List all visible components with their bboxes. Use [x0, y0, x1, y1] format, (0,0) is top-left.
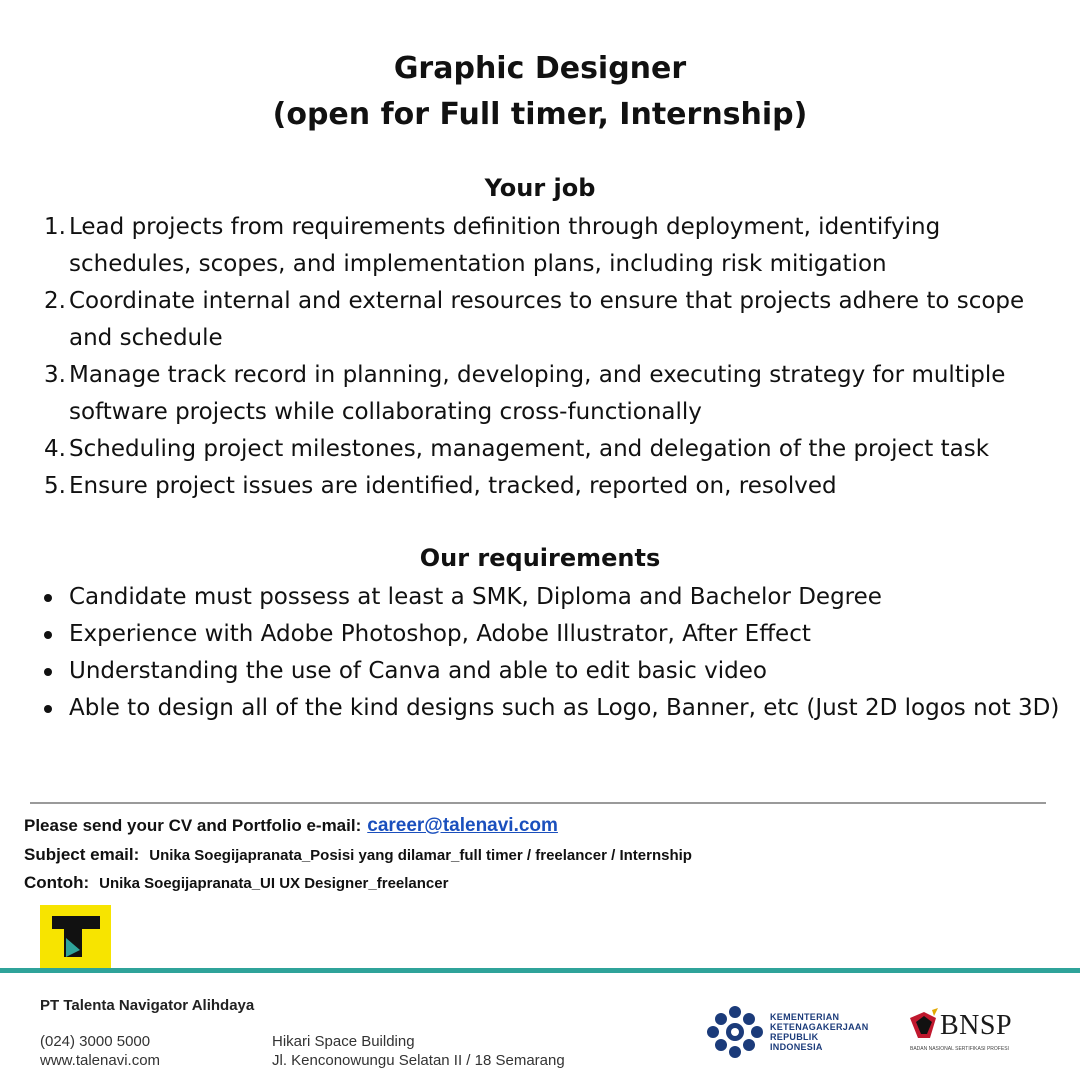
kemnaker-line-1: KEMENTERIAN [770, 1012, 840, 1022]
contact-example-line [24, 873, 448, 893]
job-heading: Your job [484, 174, 596, 202]
kemnaker-line-4: INDONESIA [770, 1042, 823, 1052]
requirement-item [0, 616, 1080, 653]
requirement-item [0, 653, 1080, 690]
job-item [0, 209, 1080, 283]
job-item-number: 1. [44, 214, 66, 240]
website-link[interactable]: www.talenavi.com [40, 1052, 161, 1069]
job-item-text: Manage track record in planning, developing, and executing strategy for multiple software projects while collaborating cross-functionally [69, 362, 1006, 425]
bnsp-logo-icon [908, 1008, 940, 1044]
job-item [0, 357, 1080, 431]
kemnaker-logo-icon [705, 1004, 765, 1060]
page-title [0, 46, 1080, 138]
job-item-text: Ensure project issues are identified, tracked, reported on, resolved [69, 473, 837, 499]
bullet-icon [44, 705, 52, 713]
job-item-text: Scheduling project milestones, management, and delegation of the project task [69, 436, 990, 462]
section-divider [30, 802, 1046, 804]
kemnaker-line-3: REPUBLIK [770, 1032, 819, 1042]
example-label: Contoh: [24, 873, 90, 892]
requirement-item [0, 579, 1080, 616]
job-item-number: 4. [44, 436, 66, 462]
job-list [0, 209, 1080, 505]
footer-accent-bar [0, 968, 1080, 973]
company-name: PT Talenta Navigator Alihdaya [40, 997, 255, 1014]
company-address [272, 1032, 565, 1070]
send-label: Please send your CV and Portfolio e-mail: [24, 816, 362, 835]
bnsp-wordmark: BNSP [940, 1010, 1013, 1041]
requirement-text: Experience with Adobe Photoshop, Adobe Illustrator, After Effect [69, 621, 811, 647]
requirement-text: Candidate must possess at least a SMK, Diploma and Bachelor Degree [69, 584, 882, 610]
requirement-text: Understanding the use of Canva and able to edit basic video [69, 658, 767, 684]
requirements-heading: Our requirements [419, 544, 661, 572]
phone-number: (024) 3000 5000 [40, 1033, 151, 1050]
job-item [0, 283, 1080, 357]
requirement-text: Able to design all of the kind designs such as Logo, Banner, etc (Just 2D logos not 3D) [69, 695, 1060, 721]
company-phone [40, 1032, 160, 1070]
subject-value: Unika Soegijapranata_Posisi yang dilamar_full timer / freelancer / Internship [149, 847, 692, 864]
job-item-number: 5. [44, 473, 66, 499]
talenavi-logo-icon [40, 905, 111, 973]
bullet-icon [44, 594, 52, 602]
job-item-number: 3. [44, 362, 66, 388]
contact-send-line [24, 815, 558, 837]
bnsp-subtitle: BADAN NASIONAL SERTIFIKASI PROFESI [910, 1046, 1009, 1052]
kemnaker-line-2: KETENAGAKERJAAN [770, 1022, 869, 1032]
example-value: Unika Soegijapranata_UI UX Designer_freelancer [99, 875, 449, 892]
job-item-text: Lead projects from requirements definition through deployment, identifying schedules, scopes, and implementation plans, including risk mitigation [69, 214, 941, 277]
title-line-2: (open for Full timer, Internship) [272, 97, 808, 132]
subject-label: Subject email: [24, 845, 140, 864]
building-name: Hikari Space Building [272, 1033, 415, 1050]
job-item-number: 2. [44, 288, 66, 314]
bullet-icon [44, 668, 52, 676]
kemnaker-label [770, 1012, 869, 1052]
contact-subject-line [24, 845, 692, 865]
requirements-list [0, 579, 1080, 727]
job-item-text: Coordinate internal and external resources to ensure that projects adhere to scope and schedule [69, 288, 1025, 351]
title-line-1: Graphic Designer [393, 51, 687, 86]
street-address: Jl. Kenconowungu Selatan II / 18 Semarang [272, 1052, 565, 1069]
requirement-item [0, 690, 1080, 727]
job-item [0, 431, 1080, 468]
email-link[interactable]: career@talenavi.com [367, 815, 558, 836]
bullet-icon [44, 631, 52, 639]
job-item [0, 468, 1080, 505]
